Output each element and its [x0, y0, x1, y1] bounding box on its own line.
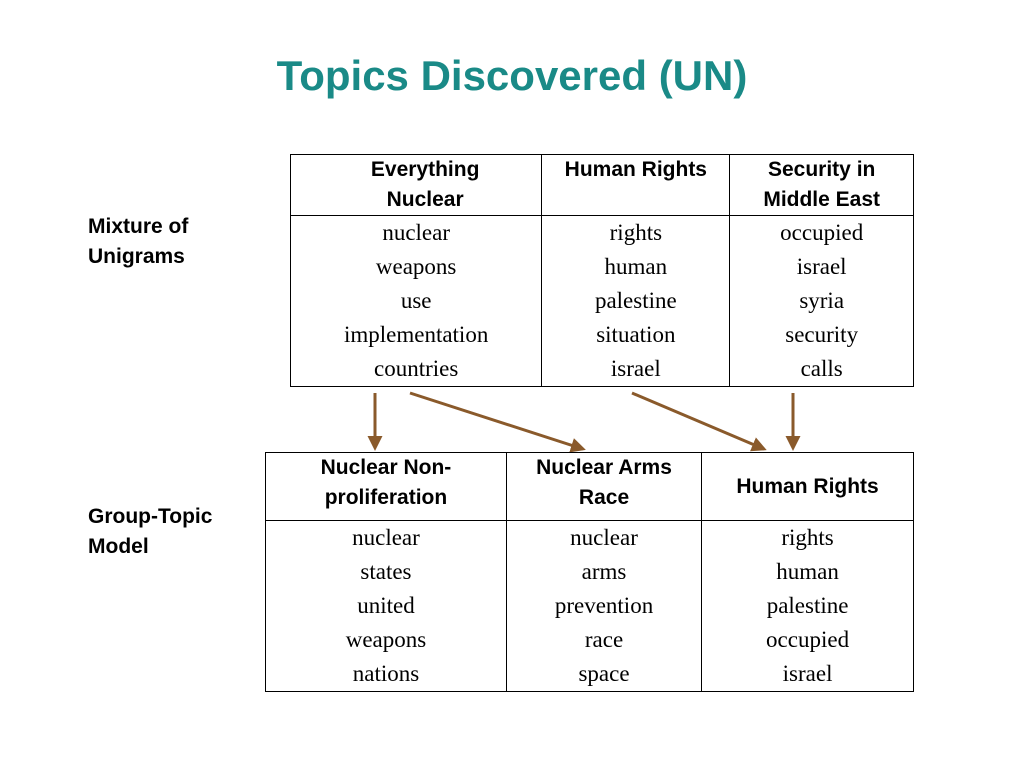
topic-word: prevention — [554, 593, 654, 618]
column-header-everything-nuclear: Everything Nuclear — [291, 155, 542, 216]
topic-word: united — [357, 593, 415, 618]
topic-words-nuclear-nonproliferation — [266, 521, 507, 692]
topic-words-human-rights-group — [702, 521, 914, 692]
column-header-nuclear-arms-race: Nuclear Arms Race — [506, 453, 701, 521]
column-header-human-rights: Human Rights — [542, 155, 730, 216]
topic-word: human — [604, 254, 668, 279]
column-header-security-middle-east: Security in Middle East — [730, 155, 914, 216]
group-topic-model-label: Group-Topic Model — [88, 505, 213, 558]
topic-word: palestine — [766, 593, 849, 618]
topic-words-nuclear-arms-race — [506, 521, 701, 692]
topic-word: implementation — [343, 322, 489, 347]
arrow-human-rights-to-human-rights — [632, 393, 764, 449]
topic-word: nuclear — [382, 220, 450, 245]
mixture-of-unigrams-label: Mixture of Unigrams — [88, 215, 189, 268]
topic-word: use — [400, 288, 432, 313]
topic-word: nuclear — [570, 525, 638, 550]
topic-word: israel — [796, 254, 847, 279]
topic-word: israel — [782, 661, 833, 686]
topic-word: weapons — [345, 627, 427, 652]
topic-word: countries — [374, 356, 459, 381]
topic-word: security — [785, 322, 859, 347]
topic-word: israel — [610, 356, 661, 381]
topic-word: rights — [781, 525, 834, 550]
topic-word: rights — [609, 220, 663, 245]
topic-word: palestine — [594, 288, 677, 313]
arrow-everything-nuclear-to-arms-race — [410, 393, 583, 449]
topic-word: occupied — [780, 220, 864, 245]
column-header-human-rights-group: Human Rights — [702, 453, 914, 521]
topic-word: space — [578, 661, 630, 686]
topic-word: situation — [596, 322, 676, 347]
topic-word: race — [584, 627, 624, 652]
topic-word: arms — [581, 559, 627, 584]
page-title: Topics Discovered (UN) — [276, 52, 748, 99]
topic-word: nations — [352, 661, 420, 686]
topic-word: calls — [800, 356, 843, 381]
topic-word: syria — [799, 288, 845, 313]
topic-word: weapons — [375, 254, 457, 279]
group-topic-table — [265, 452, 914, 692]
topic-word: states — [360, 559, 412, 584]
column-header-nuclear-nonproliferation: Nuclear Non-proliferation — [266, 453, 507, 521]
topic-word: nuclear — [352, 525, 420, 550]
topic-word: human — [776, 559, 839, 584]
topic-word: occupied — [766, 627, 850, 652]
